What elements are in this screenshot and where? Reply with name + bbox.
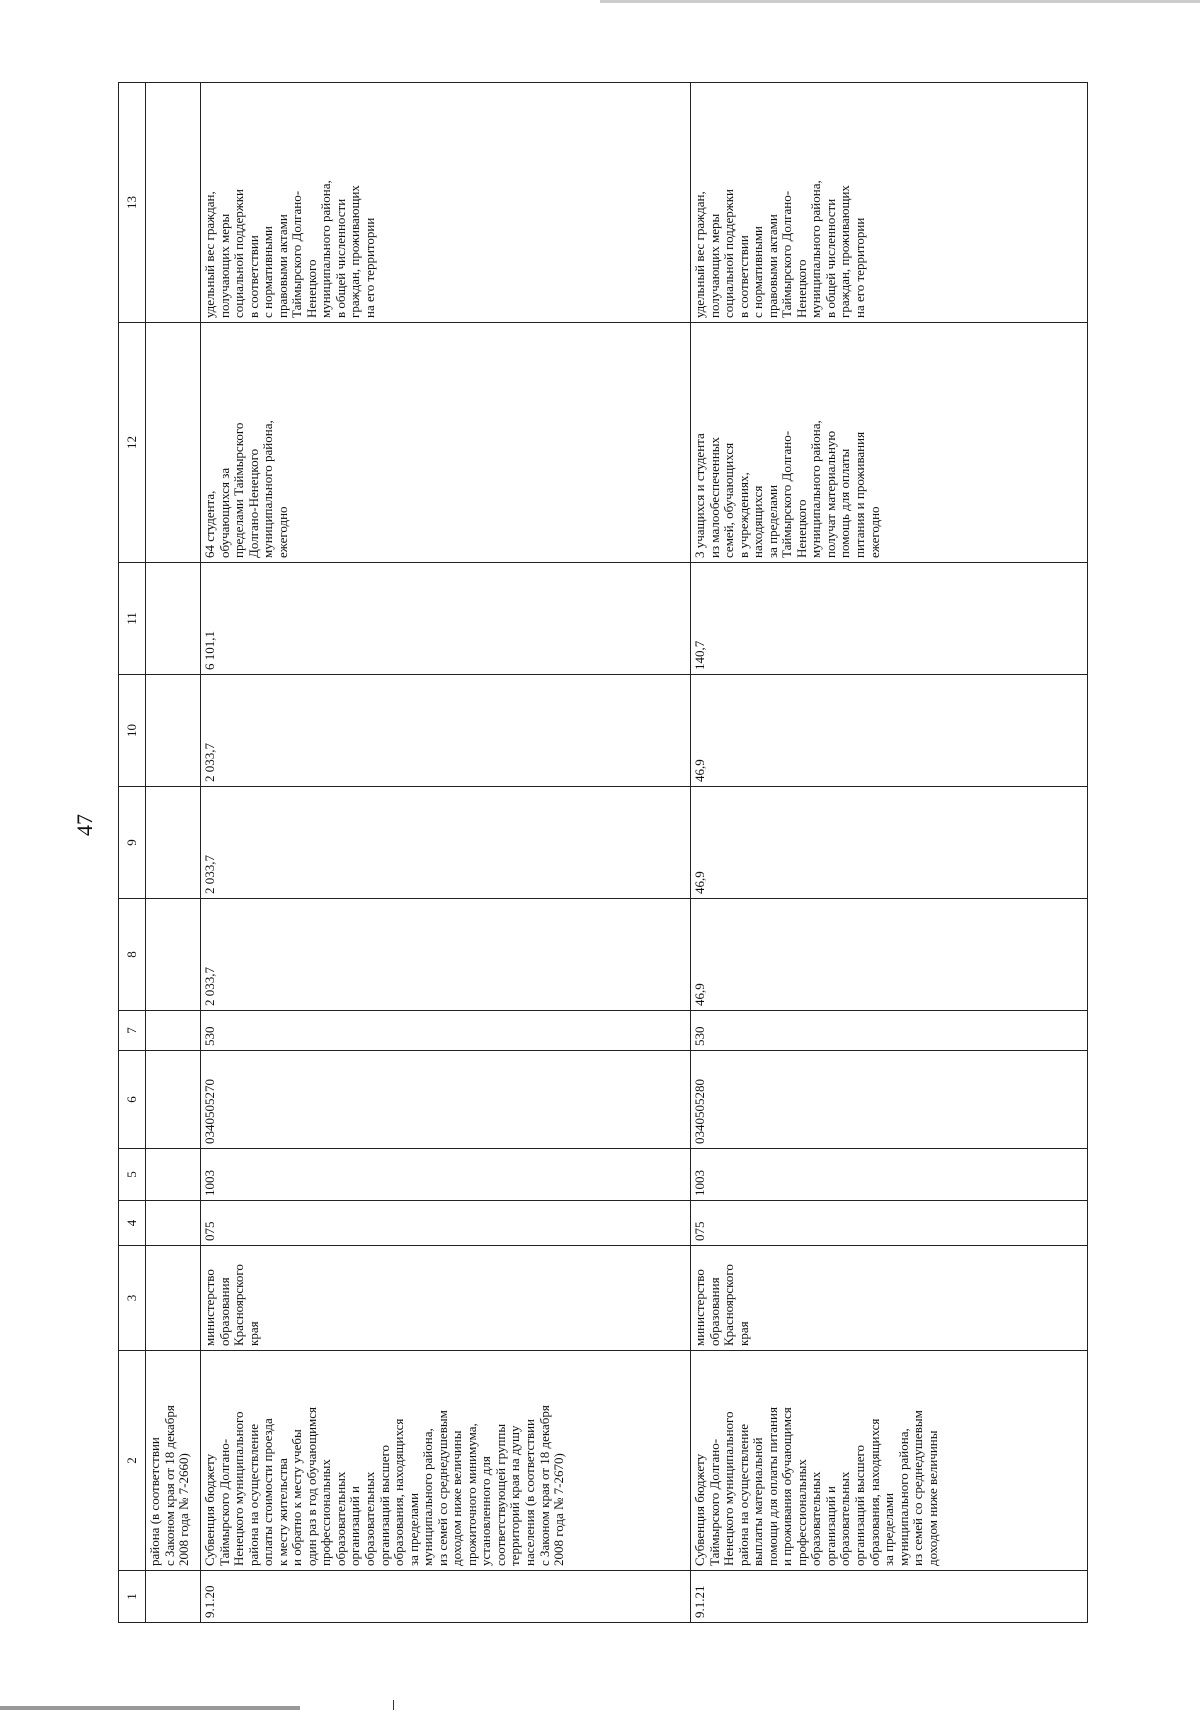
page-number: 47 — [72, 814, 97, 836]
scan-edge-top — [600, 0, 1200, 3]
table-cell — [146, 1051, 201, 1149]
row-code-section: 1003 — [691, 1149, 1088, 1201]
row-amount-year3: 46,9 — [691, 675, 1088, 787]
row-code-type: 530 — [201, 1011, 691, 1051]
row-description: Субвенция бюджету Таймырского Долгано- Ненецкого муниципального района на осуществление выплаты материальной помощи для оплаты питания и проживания обучающимся профессиональных образовательных организаций и образовательных организаций высшего образования, находящихся за пределами муниципального района, из семей со среднедушевым доходом ниже величины — [691, 1351, 1088, 1571]
table-cell — [146, 1011, 201, 1051]
row-administrator: министерство образования Красноярского края — [691, 1246, 1088, 1351]
table-row — [691, 83, 1088, 1623]
row-amount-total: 140,7 — [691, 563, 1088, 675]
row-indicator: удельный вес граждан, получающих меры социальной поддержки в соответствии с нормативными правовыми актами Таймырского Долгано- Ненецкого муниципального района, в общей численности граждан, проживающих на его территории — [201, 83, 691, 323]
header-cell: 7 — [119, 1011, 146, 1051]
table-cell — [146, 899, 201, 1011]
table-cell — [146, 1201, 201, 1246]
continuation-description: района (в соответствии с Законом края от 18 декабря 2008 года № 7-2660) — [146, 1351, 201, 1571]
header-cell: 2 — [119, 1351, 146, 1571]
row-amount-year2: 46,9 — [691, 787, 1088, 899]
header-cell: 9 — [119, 787, 146, 899]
header-cell: 10 — [119, 675, 146, 787]
rotated-table-container — [118, 83, 1088, 1623]
table-cell — [146, 83, 201, 323]
table-cell — [146, 787, 201, 899]
header-cell: 13 — [119, 83, 146, 323]
header-cell: 6 — [119, 1051, 146, 1149]
row-amount-total: 6 101,1 — [201, 563, 691, 675]
scan-artifact — [393, 1700, 394, 1710]
row-code-grbs: 075 — [691, 1201, 1088, 1246]
row-amount-year1: 2 033,7 — [201, 899, 691, 1011]
row-amount-year3: 2 033,7 — [201, 675, 691, 787]
header-cell: 1 — [119, 1571, 146, 1623]
table-cell — [146, 323, 201, 563]
row-number: 9.1.20 — [201, 1571, 691, 1623]
table-cell — [146, 1571, 201, 1623]
row-expected-result: 64 студента, обучающихся за пределами Таймырского Долгано-Ненецкого муниципального района, ежегодно — [201, 323, 691, 563]
table-cell — [146, 563, 201, 675]
header-cell: 12 — [119, 323, 146, 563]
header-cell: 5 — [119, 1149, 146, 1201]
header-cell: 4 — [119, 1201, 146, 1246]
row-code-section: 1003 — [201, 1149, 691, 1201]
header-cell: 3 — [119, 1246, 146, 1351]
row-code-grbs: 075 — [201, 1201, 691, 1246]
header-cell: 8 — [119, 899, 146, 1011]
row-code-type: 530 — [691, 1011, 1088, 1051]
row-amount-year2: 2 033,7 — [201, 787, 691, 899]
table-cell — [146, 1246, 201, 1351]
continuation-row — [146, 83, 201, 1623]
header-cell: 11 — [119, 563, 146, 675]
row-expected-result: 3 учащихся и студента из малообеспеченных семей, обучающихся в учреждениях, находящихся за пределами Таймырского Долгано- Ненецкого муниципального района, получат материальную помощь для оплаты питания и проживания ежегодно — [691, 323, 1088, 563]
row-code-target: 0340505280 — [691, 1051, 1088, 1149]
row-number: 9.1.21 — [691, 1571, 1088, 1623]
scan-edge-bottom — [0, 1706, 300, 1710]
row-amount-year1: 46,9 — [691, 899, 1088, 1011]
column-number-row — [119, 83, 146, 1623]
row-administrator: министерство образования Красноярского края — [201, 1246, 691, 1351]
budget-table — [118, 82, 1088, 1623]
table-cell — [146, 675, 201, 787]
table-cell — [146, 1149, 201, 1201]
row-code-target: 0340505270 — [201, 1051, 691, 1149]
row-indicator: удельный вес граждан, получающих меры социальной поддержки в соответствии с нормативными правовыми актами Таймырского Долгано- Ненецкого муниципального района, в общей численности граждан, проживающих на его территории — [691, 83, 1088, 323]
row-description: Субвенция бюджету Таймырского Долгано- Ненецкого муниципального района на осуществление оплаты стоимости проезда к месту жительства и обратно к месту учебы один раз в год обучающимся профессиональных образовательных организаций и образовательных организаций высшего образования, находящихся за пределами муниципального района, из семей со среднедушевым доходом ниже величины прожиточного минимума, установленного для соответствующей группы территорий края на душу населения (в соответствии с Законом края от 18 декабря 2008 года № 7-2670) — [201, 1351, 691, 1571]
table-row — [201, 83, 691, 1623]
